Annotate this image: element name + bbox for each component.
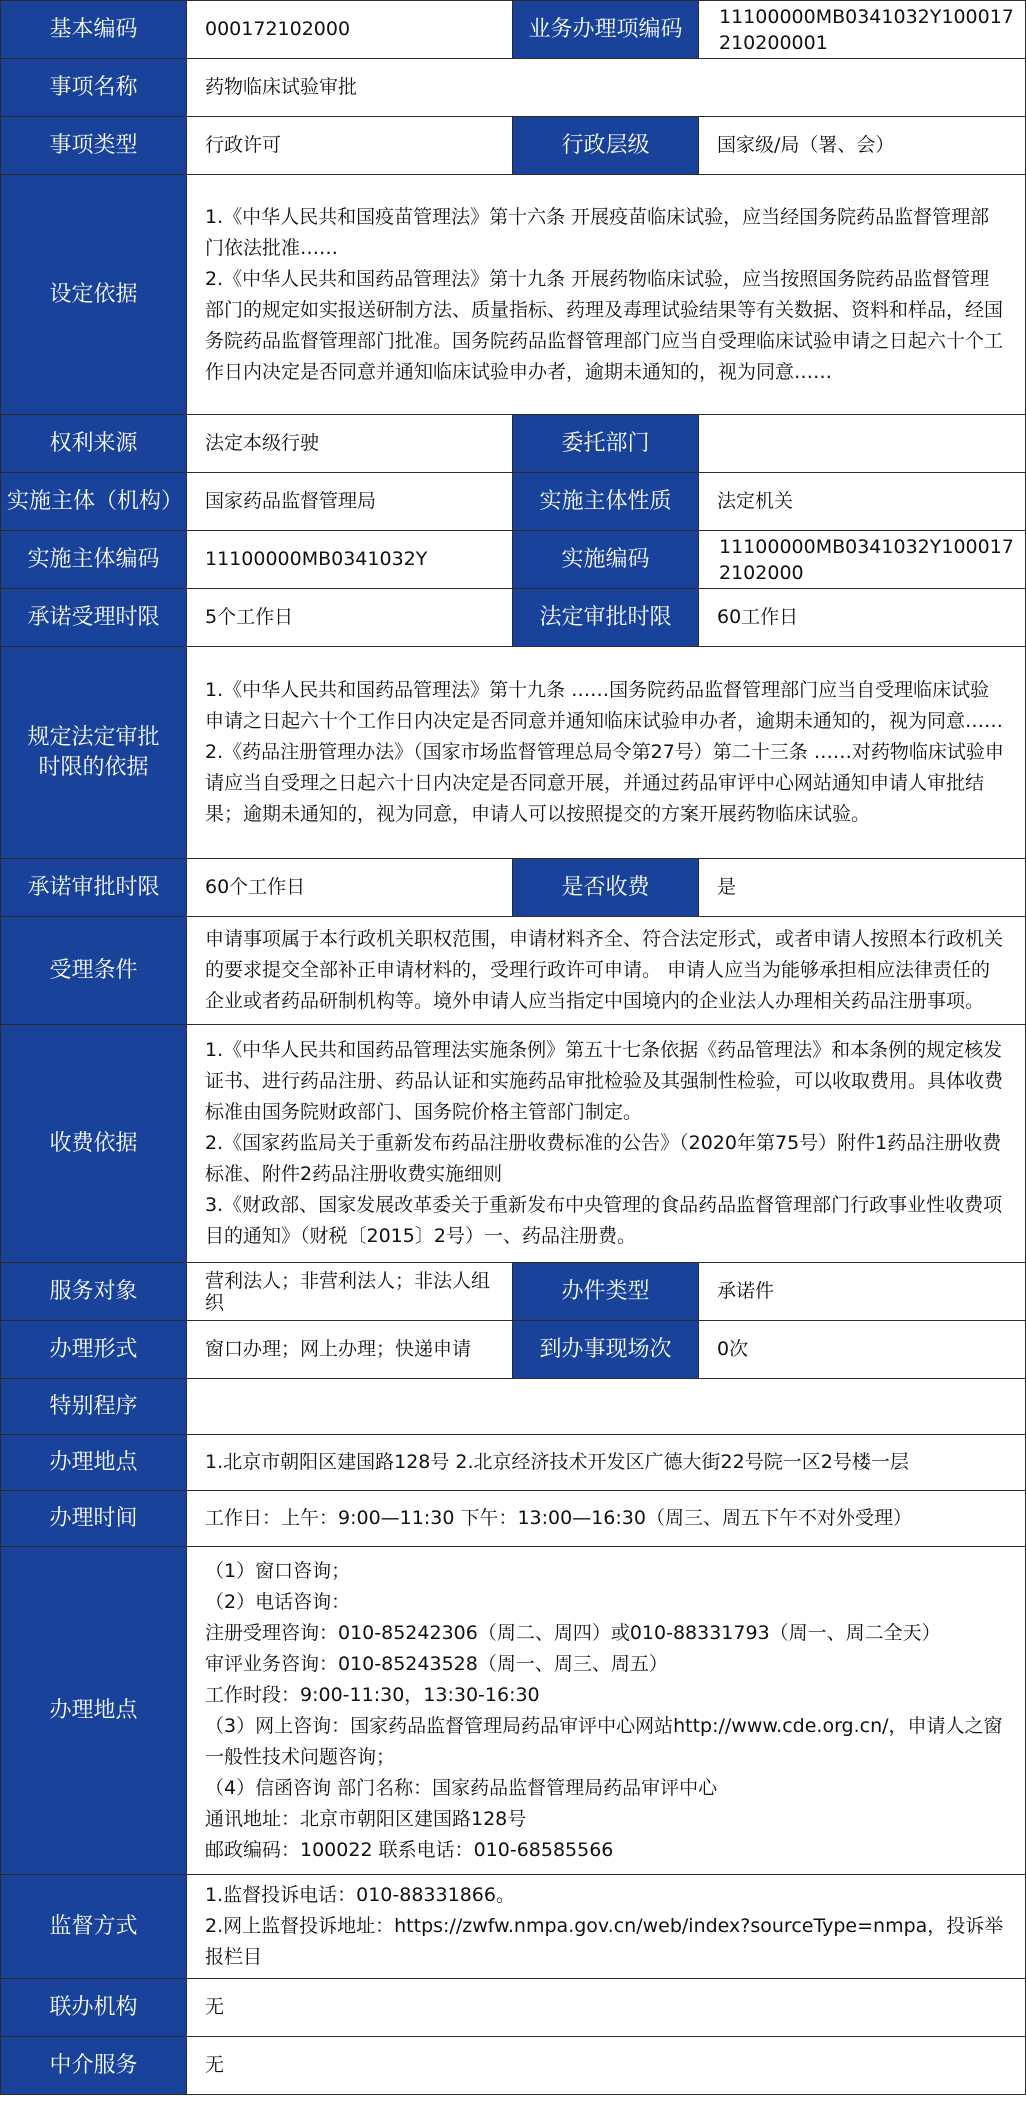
handling-form-label: 办理形式	[1, 1321, 187, 1379]
right-source-label: 权利来源	[1, 415, 187, 473]
row-basic-code	[1, 1, 1026, 59]
onsite-visits-label: 到办事现场次	[513, 1321, 699, 1379]
right-source-value: 法定本级行驶	[187, 415, 513, 473]
handling-code-label: 业务办理项编码	[513, 1, 699, 59]
row-basis	[1, 175, 1026, 415]
entrusted-dept-label: 委托部门	[513, 415, 699, 473]
promised-accept-time-value: 5个工作日	[187, 589, 513, 647]
implementer-label: 实施主体（机构）	[1, 473, 187, 531]
basic-code-label: 基本编码	[1, 1, 187, 59]
consult-place-value: （1）窗口咨询； （2）电话咨询： 注册受理咨询：010-85242306（周二、周四）或010-88331793（周一、周二全天） 审评业务咨询：010-85243528（周一、周三、周五） 工作时段：9:00-11:30，13:30-16:30 （3）网上咨询：国家药品监督管理局药品审评中心网站http://www.cde.org.cn/，申请人之窗一般性技术问题咨询； （4）信函咨询 部门名称：国家药品监督管理局药品审评中心 通讯地址：北京市朝阳区建国路128号 邮政编码：100022 联系电话：010-68585566	[187, 1547, 1026, 1875]
implementer-code-label: 实施主体编码	[1, 531, 187, 589]
row-supervision	[1, 1875, 1026, 1979]
special-procedure-label: 特别程序	[1, 1379, 187, 1435]
row-time-limits	[1, 589, 1026, 647]
handling-form-value: 窗口办理；网上办理；快递申请	[187, 1321, 513, 1379]
row-accept-conditions	[1, 917, 1026, 1025]
charge-value: 是	[699, 859, 1026, 917]
row-consult-place	[1, 1547, 1026, 1875]
basic-code-value: 000172102000	[187, 1, 513, 59]
joint-agency-label: 联办机构	[1, 1979, 187, 2037]
promised-accept-time-label: 承诺受理时限	[1, 589, 187, 647]
entrusted-dept-value	[699, 415, 1026, 473]
row-joint-agency	[1, 1979, 1026, 2037]
supervision-label: 监督方式	[1, 1875, 187, 1979]
handling-code-value: 11100000MB0341032Y100017 210200001	[699, 1, 1026, 59]
item-type-value: 行政许可	[187, 117, 513, 175]
supervision-value: 1.监督投诉电话：010-88331866。 2.网上监督投诉地址：https://zwfw.nmpa.gov.cn/web/index?sourceType=nmpa，投诉举报栏目	[187, 1875, 1026, 1979]
onsite-visits-value: 0次	[699, 1321, 1026, 1379]
case-type-value: 承诺件	[699, 1263, 1026, 1321]
legal-time-basis-label: 规定法定审批 时限的依据	[1, 647, 187, 859]
accept-conditions-label: 受理条件	[1, 917, 187, 1025]
charge-label: 是否收费	[513, 859, 699, 917]
legal-time-basis-value: 1.《中华人民共和国药品管理法》第十九条 ……国务院药品监督管理部门应当自受理临床试验申请之日起六十个工作日内决定是否同意并通知临床试验申办者，逾期未通知的，视为同意…… 2.《药品注册管理办法》（国家市场监督管理总局令第27号）第二十三条 ……对药物临床试验申请应当自受理之日起六十日内决定是否同意开展，并通过药品审评中心网站通知申请人审批结果；逾期未通知的，视为同意，申请人可以按照提交的方案开展药物临床试验。	[187, 647, 1026, 859]
row-item-name	[1, 59, 1026, 117]
item-name-label: 事项名称	[1, 59, 187, 117]
admin-level-label: 行政层级	[513, 117, 699, 175]
row-right-source	[1, 415, 1026, 473]
row-approval-charge	[1, 859, 1026, 917]
handling-place-value: 1.北京市朝阳区建国路128号 2.北京经济技术开发区广德大街22号院一区2号楼一层	[187, 1435, 1026, 1491]
implementer-value: 国家药品监督管理局	[187, 473, 513, 531]
row-handling-form	[1, 1321, 1026, 1379]
fee-basis-label: 收费依据	[1, 1025, 187, 1263]
intermediary-label: 中介服务	[1, 2037, 187, 2095]
joint-agency-value: 无	[187, 1979, 1026, 2037]
row-implementer-code	[1, 531, 1026, 589]
row-special-procedure	[1, 1379, 1026, 1435]
implement-code-label: 实施编码	[513, 531, 699, 589]
promised-approval-time-label: 承诺审批时限	[1, 859, 187, 917]
handling-time-value: 工作日：上午：9:00—11:30 下午：13:00—16:30（周三、周五下午不对外受理）	[187, 1491, 1026, 1547]
handling-place-label: 办理地点	[1, 1435, 187, 1491]
row-handling-time	[1, 1491, 1026, 1547]
row-handling-place	[1, 1435, 1026, 1491]
row-intermediary	[1, 2037, 1026, 2095]
special-procedure-value	[187, 1379, 1026, 1435]
fee-basis-value: 1.《中华人民共和国药品管理法实施条例》第五十七条依据《药品管理法》和本条例的规定核发证书、进行药品注册、药品认证和实施药品审批检验及其强制性检验，可以收取费用。具体收费标准由国务院财政部门、国务院价格主管部门制定。 2.《国家药监局关于重新发布药品注册收费标准的公告》（2020年第75号）附件1药品注册收费标准、附件2药品注册收费实施细则 3.《财政部、国家发展改革委关于重新发布中央管理的食品药品监督管理部门行政事业性收费项目的通知》（财税〔2015〕2号）一、药品注册费。	[187, 1025, 1026, 1263]
row-implementer	[1, 473, 1026, 531]
implementer-nature-value: 法定机关	[699, 473, 1026, 531]
basis-value: 1.《中华人民共和国疫苗管理法》第十六条 开展疫苗临床试验，应当经国务院药品监督管理部门依法批准…… 2.《中华人民共和国药品管理法》第十九条 开展药物临床试验，应当按照国务院药品监督管理部门的规定如实报送研制方法、质量指标、药理及毒理试验结果等有关数据、资料和样品，经国务院药品监督管理部门批准。国务院药品监督管理部门应当自受理临床试验申请之日起六十个工作日内决定是否同意并通知临床试验申办者，逾期未通知的，视为同意……	[187, 175, 1026, 415]
item-type-label: 事项类型	[1, 117, 187, 175]
row-item-type	[1, 117, 1026, 175]
row-legal-time-basis	[1, 647, 1026, 859]
implement-code-value: 11100000MB0341032Y100017 2102000	[699, 531, 1026, 589]
admin-level-value: 国家级/局（署、会）	[699, 117, 1026, 175]
consult-place-label: 办理地点	[1, 1547, 187, 1875]
basis-label: 设定依据	[1, 175, 187, 415]
service-object-label: 服务对象	[1, 1263, 187, 1321]
implementer-code-value: 11100000MB0341032Y	[187, 531, 513, 589]
intermediary-value: 无	[187, 2037, 1026, 2095]
legal-approval-time-value: 60工作日	[699, 589, 1026, 647]
row-service-object	[1, 1263, 1026, 1321]
promised-approval-time-value: 60个工作日	[187, 859, 513, 917]
implementer-nature-label: 实施主体性质	[513, 473, 699, 531]
item-name-value: 药物临床试验审批	[187, 59, 1026, 117]
service-object-value: 营利法人；非营利法人；非法人组织	[187, 1263, 513, 1321]
row-fee-basis	[1, 1025, 1026, 1263]
case-type-label: 办件类型	[513, 1263, 699, 1321]
legal-approval-time-label: 法定审批时限	[513, 589, 699, 647]
accept-conditions-value: 申请事项属于本行政机关职权范围，申请材料齐全、符合法定形式，或者申请人按照本行政机关的要求提交全部补正申请材料的，受理行政许可申请。 申请人应当为能够承担相应法律责任的企业或者药品研制机构等。境外申请人应当指定中国境内的企业法人办理相关药品注册事项。	[187, 917, 1026, 1025]
handling-time-label: 办理时间	[1, 1491, 187, 1547]
